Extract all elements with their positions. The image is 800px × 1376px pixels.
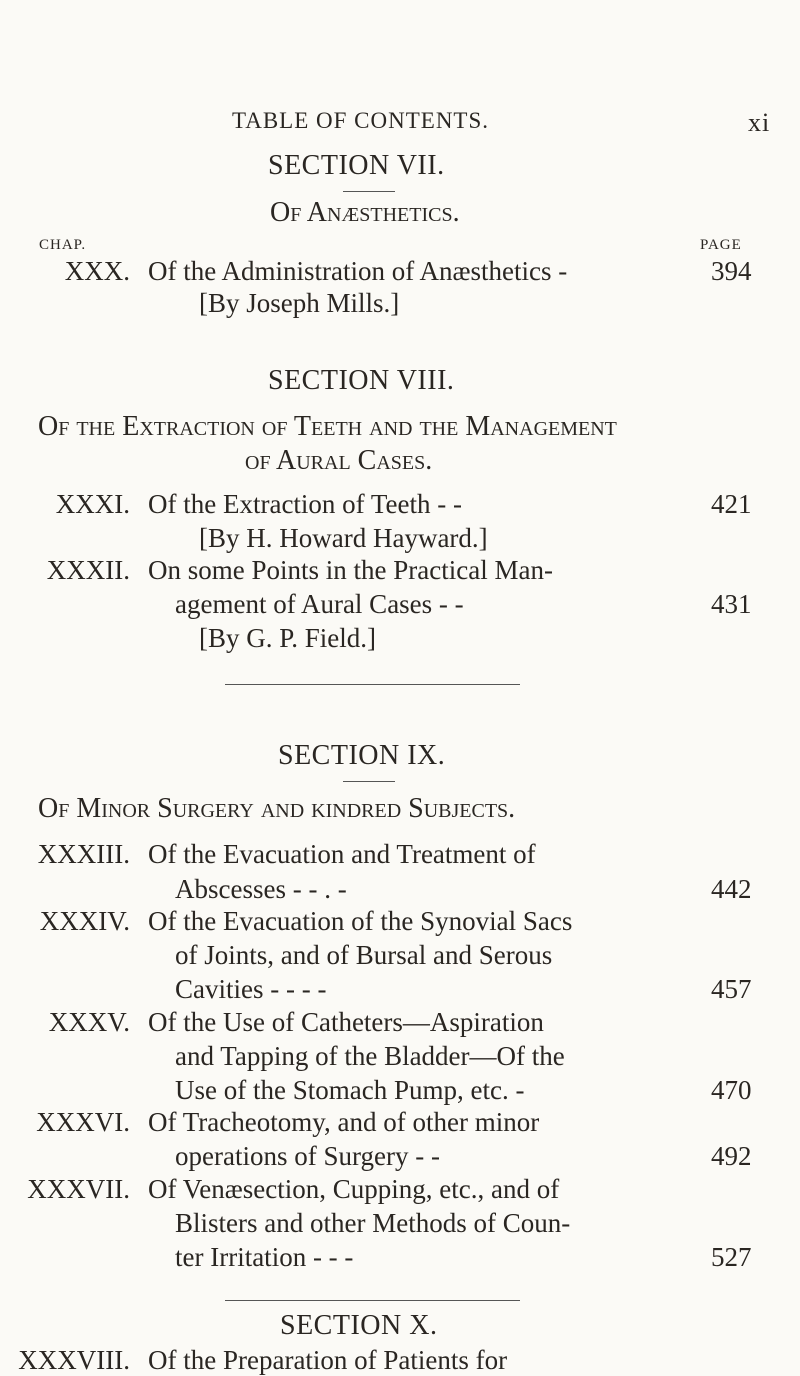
- entry-line: Of the Extraction of Teeth - -: [148, 489, 462, 519]
- entry-page-number: 394: [711, 256, 752, 286]
- section-9-title: SECTION IX.: [278, 740, 446, 771]
- entry-line: Abscesses - - . -: [175, 874, 347, 904]
- entry-page-number: 442: [711, 874, 752, 904]
- section-9-rule: [343, 781, 395, 782]
- chapter-number: XXXII.: [46, 555, 130, 585]
- entry-line: Of Tracheotomy, and of other minor: [148, 1107, 540, 1137]
- entry-line: Of the Preparation of Patients for: [148, 1345, 508, 1375]
- section-7-subtitle: Of Anæsthetics.: [270, 197, 460, 228]
- chapter-number: XXXI.: [55, 489, 130, 519]
- chapter-number: XXXV.: [48, 1007, 130, 1037]
- entry-line: Cavities - - - -: [175, 974, 327, 1004]
- entry-line: ter Irritation - - -: [175, 1242, 354, 1272]
- entry-line: [By Joseph Mills.]: [199, 288, 400, 318]
- chapter-number: XXXVII.: [27, 1174, 130, 1204]
- section-8-subtitle: Of the Extraction of Teeth and the Management: [38, 411, 617, 442]
- entry-page-number: 492: [711, 1141, 752, 1171]
- chapter-number: XXXIII.: [37, 839, 130, 869]
- entry-line: Of Venæsection, Cupping, etc., and of: [148, 1174, 560, 1204]
- entry-line: On some Points in the Practical Man-: [148, 555, 553, 585]
- entry-line: Of the Administration of Anæsthetics -: [148, 256, 568, 286]
- section-8-subtitle-line2: of Aural Cases.: [245, 445, 433, 476]
- entry-line: of Joints, and of Bursal and Serous: [175, 940, 553, 970]
- entry-page-number: 431: [711, 589, 752, 619]
- entry-line: Of the Evacuation and Treatment of: [148, 839, 536, 869]
- entry-line: agement of Aural Cases - -: [175, 589, 464, 619]
- entry-page-number: 527: [711, 1242, 752, 1272]
- entry-line: [By H. Howard Hayward.]: [199, 523, 488, 553]
- chapter-number: XXXVI.: [36, 1107, 130, 1137]
- section-10-title: SECTION X.: [280, 1310, 438, 1341]
- entry-page-number: 457: [711, 974, 752, 1004]
- entry-line: and Tapping of the Bladder—Of the: [175, 1041, 565, 1071]
- entry-line: Of the Evacuation of the Synovial Sacs: [148, 906, 573, 936]
- section-7-title: SECTION VII.: [268, 150, 445, 181]
- divider-rule: [225, 684, 520, 685]
- page-column-label: PAGE: [700, 237, 742, 253]
- divider-rule: [225, 1300, 520, 1301]
- entry-page-number: 421: [711, 489, 752, 519]
- entry-line: operations of Surgery - -: [175, 1141, 440, 1171]
- chapter-number: XXXVIII.: [18, 1345, 130, 1375]
- entry-line: Use of the Stomach Pump, etc. -: [175, 1075, 525, 1105]
- entry-line: [By G. P. Field.]: [199, 623, 377, 653]
- chap-column-label: CHAP.: [39, 237, 87, 253]
- section-9-subtitle: Of Minor Surgery and kindred Subjects.: [38, 793, 516, 824]
- running-header: TABLE OF CONTENTS.: [232, 108, 490, 133]
- chapter-number: XXXIV.: [39, 906, 130, 936]
- entry-line: Blisters and other Methods of Coun-: [175, 1208, 571, 1238]
- chapter-number: XXX.: [64, 256, 130, 286]
- section-8-title: SECTION VIII.: [268, 365, 455, 396]
- entry-line: Of the Use of Catheters—Aspiration: [148, 1007, 544, 1037]
- page-number: xi: [748, 108, 771, 137]
- entry-page-number: 470: [711, 1075, 752, 1105]
- section-7-rule: [343, 191, 395, 192]
